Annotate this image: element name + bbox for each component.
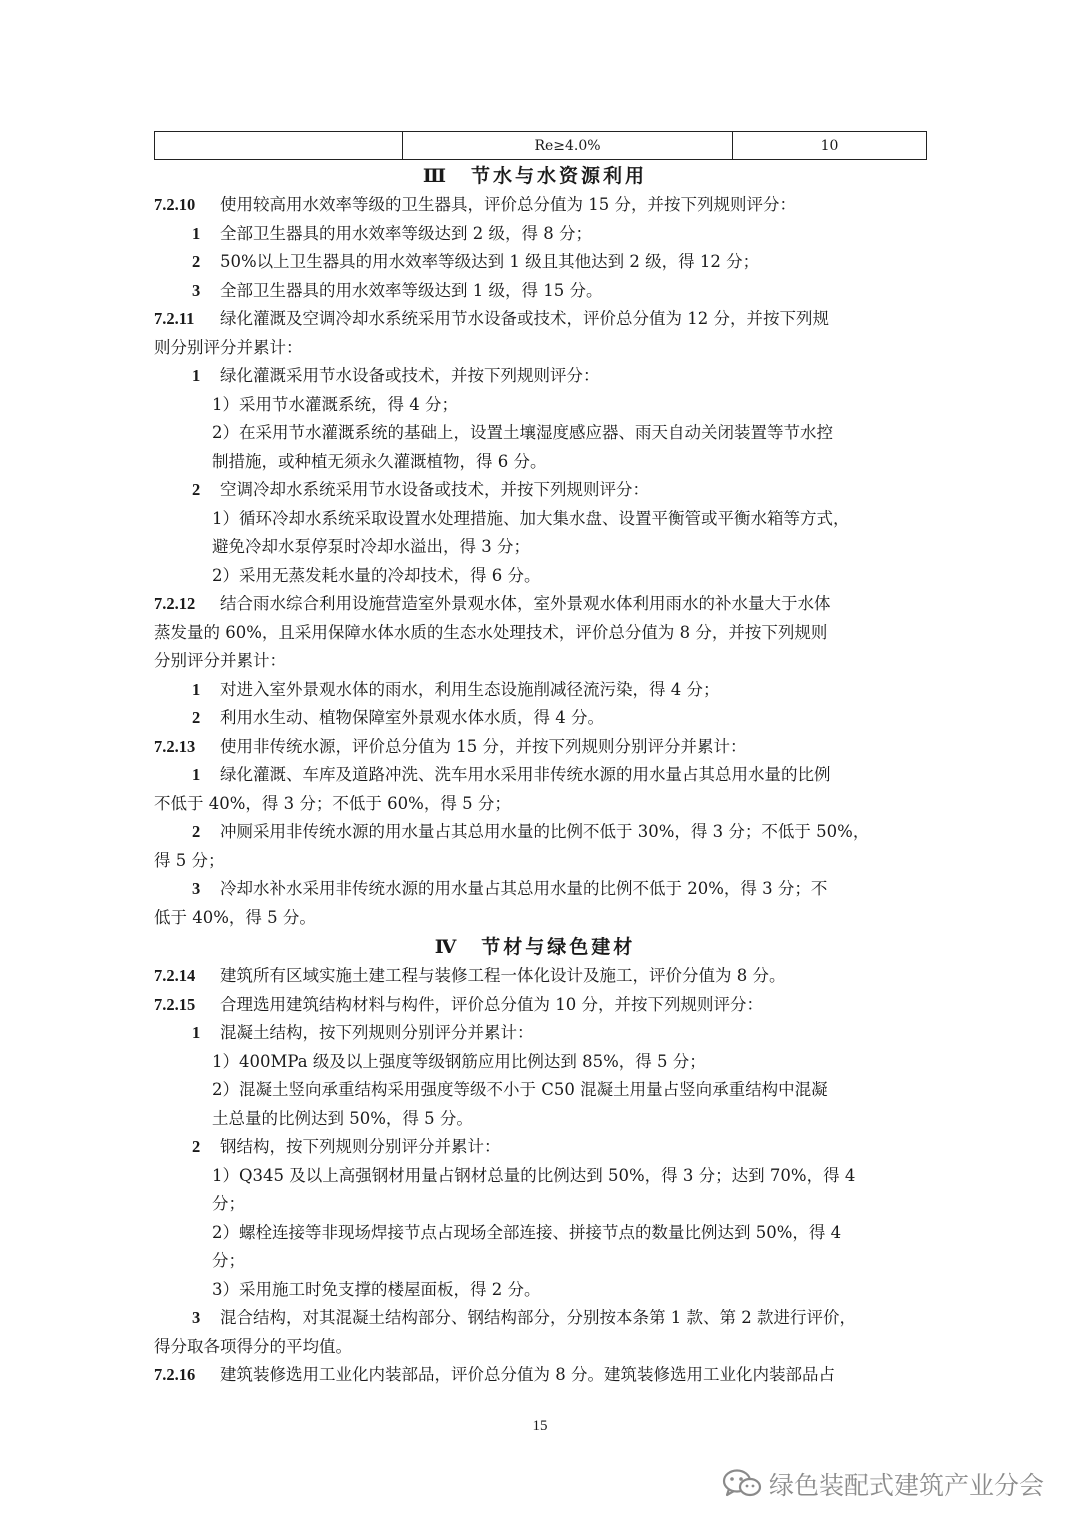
text-line <box>154 391 916 420</box>
item-line <box>154 220 916 249</box>
table-cell <box>155 132 403 160</box>
line-text: 绿化灌溉、车库及道路冲洗、洗车用水采用非传统水源的用水量占其总用水量的比例 <box>220 765 831 784</box>
text-line <box>154 1076 916 1105</box>
text-line <box>154 1105 916 1134</box>
text-line <box>154 505 916 534</box>
item-number: 2 <box>192 822 201 841</box>
line-text: 使用较高用水效率等级的卫生器具，评价总分值为 15 分，并按下列规则评分： <box>220 195 796 214</box>
text-line <box>154 1219 916 1248</box>
text-line <box>154 1333 916 1362</box>
line-text: 则分别评分并累计： <box>154 337 303 357</box>
text-line <box>154 1247 916 1276</box>
page-number: 15 <box>532 1418 548 1434</box>
item-line <box>154 818 916 847</box>
text-line <box>154 1190 916 1219</box>
clause-line <box>154 962 916 991</box>
watermark-text: 绿色装配式建筑产业分会 <box>768 1471 1044 1500</box>
item-line <box>154 1304 916 1333</box>
line-text: 2）在采用节水灌溉系统的基础上，设置土壤湿度感应器、雨天自动关闭装置等节水控 <box>212 423 833 442</box>
item-number: 2 <box>192 252 201 271</box>
text-line <box>154 619 916 648</box>
line-text: 2）混凝土竖向承重结构采用强度等级不小于 C50 混凝土用量占竖向承重结构中混凝 <box>212 1080 828 1099</box>
clause-number: 7.2.11 <box>154 309 195 328</box>
text-line <box>154 448 916 477</box>
clause-line <box>154 590 916 619</box>
line-text: 蒸发量的 60%，且采用保障水体水质的生态水处理技术，评价总分值为 8 分，并按下列规则 <box>154 622 828 642</box>
table-cell: Re≥4.0% <box>403 132 733 160</box>
clause-line <box>154 991 916 1020</box>
line-text: 1）400MPa 级及以上强度等级钢筋应用比例达到 85%，得 5 分； <box>212 1051 706 1071</box>
line-text: 50%以上卫生器具的用水效率等级达到 1 级且其他达到 2 级，得 12 分； <box>220 252 760 271</box>
text-line <box>154 1276 916 1305</box>
line-text: 分； <box>212 1194 245 1213</box>
item-number: 1 <box>192 366 201 385</box>
clause-number: 7.2.15 <box>154 994 196 1014</box>
line-text: 混凝土结构，按下列规则分别评分并累计： <box>220 1023 534 1042</box>
line-text: 制措施，或种植无须永久灌溉植物，得 6 分。 <box>212 451 547 471</box>
line-text: 利用水生动、植物保障室外景观水体水质，得 4 分。 <box>220 708 604 727</box>
line-text: 2）螺栓连接等非现场焊接节点占现场全部连接、拼接节点的数量比例达到 50%，得 4 <box>212 1222 842 1242</box>
line-text: 全部卫生器具的用水效率等级达到 2 级，得 8 分； <box>220 223 592 243</box>
line-text: 绿化灌溉及空调冷却水系统采用节水设备或技术，评价总分值为 12 分，并按下列规 <box>220 309 829 328</box>
line-text: 1）采用节水灌溉系统，得 4 分； <box>212 394 458 414</box>
clause-number: 7.2.14 <box>154 966 196 985</box>
text-line <box>154 419 916 448</box>
text-line <box>154 790 916 819</box>
line-text: 钢结构，按下列规则分别评分并累计： <box>220 1137 501 1156</box>
wechat-icon <box>721 1467 763 1501</box>
section-heading: Ⅳ 节材与绿色建材 <box>434 936 636 958</box>
line-text: 土总量的比例达到 50%，得 5 分。 <box>212 1108 473 1128</box>
text-line <box>154 562 916 591</box>
text-line <box>154 334 916 363</box>
item-line <box>154 1133 916 1162</box>
line-text: 结合雨水综合利用设施营造室外景观水体，室外景观水体利用雨水的补水量大于水体 <box>220 594 831 613</box>
line-text: 得 5 分； <box>154 850 225 870</box>
clause-number: 7.2.16 <box>154 1365 196 1384</box>
line-text: 避免冷却水泵停泵时冷却水溢出，得 3 分； <box>212 537 530 556</box>
line-text: 空调冷却水系统采用节水设备或技术，并按下列规则评分： <box>220 480 649 499</box>
text-line <box>154 1162 916 1191</box>
line-text: 得分取各项得分的平均值。 <box>154 1336 352 1356</box>
line-text: 对进入室外景观水体的雨水，利用生态设施削减径流污染，得 4 分； <box>220 679 720 699</box>
line-text: 建筑装修选用工业化内装部品，评价总分值为 8 分。建筑装修选用工业化内装部品占 <box>220 1365 835 1384</box>
text-line <box>154 1048 916 1077</box>
clause-line <box>154 191 916 220</box>
line-text: 使用非传统水源，评价总分值为 15 分，并按下列规则分别评分并累计： <box>220 736 747 756</box>
item-line <box>154 476 916 505</box>
line-text: 混合结构，对其混凝土结构部分、钢结构部分，分别按本条第 1 款、第 2 款进行评价， <box>220 1308 856 1327</box>
text-line <box>154 904 916 933</box>
item-line <box>154 761 916 790</box>
item-number: 3 <box>192 280 201 300</box>
item-number: 1 <box>192 679 201 699</box>
line-text: 合理选用建筑结构材料与构件，评价总分值为 10 分，并按下列规则评分： <box>220 994 763 1014</box>
item-line <box>154 1019 916 1048</box>
clause-line <box>154 305 916 334</box>
clause-number: 7.2.10 <box>154 195 196 214</box>
item-number: 1 <box>192 223 201 243</box>
table-row <box>155 132 927 160</box>
line-text: 分； <box>212 1251 245 1270</box>
line-text: 建筑所有区域实施土建工程与装修工程一体化设计及施工，评价分值为 8 分。 <box>220 966 786 985</box>
watermark <box>721 1466 1044 1502</box>
document-body <box>154 161 916 1390</box>
item-line <box>154 277 916 306</box>
item-number: 3 <box>192 1308 201 1327</box>
line-text: 冲厕采用非传统水源的用水量占其总用水量的比例不低于 30%，得 3 分；不低于 50%， <box>220 822 870 841</box>
item-number: 2 <box>192 708 201 727</box>
line-text: 低于 40%，得 5 分。 <box>154 907 316 927</box>
line-text: 分别评分并累计： <box>154 651 286 670</box>
item-line <box>154 875 916 904</box>
line-text: 不低于 40%，得 3 分；不低于 60%，得 5 分； <box>154 793 511 813</box>
text-line <box>154 533 916 562</box>
clause-line <box>154 733 916 762</box>
score-table <box>154 131 927 160</box>
clause-line <box>154 1361 916 1390</box>
item-number: 1 <box>192 765 201 784</box>
line-text: 1）循环冷却水系统采取设置水处理措施、加大集水盘、设置平衡管或平衡水箱等方式， <box>212 508 850 528</box>
table-cell: 10 <box>733 132 927 160</box>
clause-number: 7.2.13 <box>154 736 196 756</box>
line-text: 绿化灌溉采用节水设备或技术，并按下列规则评分： <box>220 366 600 385</box>
item-number: 1 <box>192 1023 201 1042</box>
text-line <box>154 647 916 676</box>
item-line <box>154 676 916 705</box>
line-text: 全部卫生器具的用水效率等级达到 1 级，得 15 分。 <box>220 280 603 300</box>
item-line <box>154 362 916 391</box>
clause-number: 7.2.12 <box>154 594 196 613</box>
text-line <box>154 847 916 876</box>
item-number: 2 <box>192 1137 201 1156</box>
line-text: 冷却水补水采用非传统水源的用水量占其总用水量的比例不低于 20%，得 3 分；不 <box>220 879 828 898</box>
line-text: 3）采用施工时免支撑的楼屋面板，得 2 分。 <box>212 1279 541 1299</box>
item-number: 2 <box>192 480 201 499</box>
line-text: 2）采用无蒸发耗水量的冷却技术，得 6 分。 <box>212 565 541 585</box>
item-line <box>154 248 916 277</box>
item-line <box>154 704 916 733</box>
line-text: 1）Q345 及以上高强钢材用量占钢材总量的比例达到 50%，得 3 分；达到 70%，得 4 <box>212 1165 856 1185</box>
section-heading: Ⅲ 节水与水资源利用 <box>422 165 648 187</box>
item-number: 3 <box>192 879 201 898</box>
